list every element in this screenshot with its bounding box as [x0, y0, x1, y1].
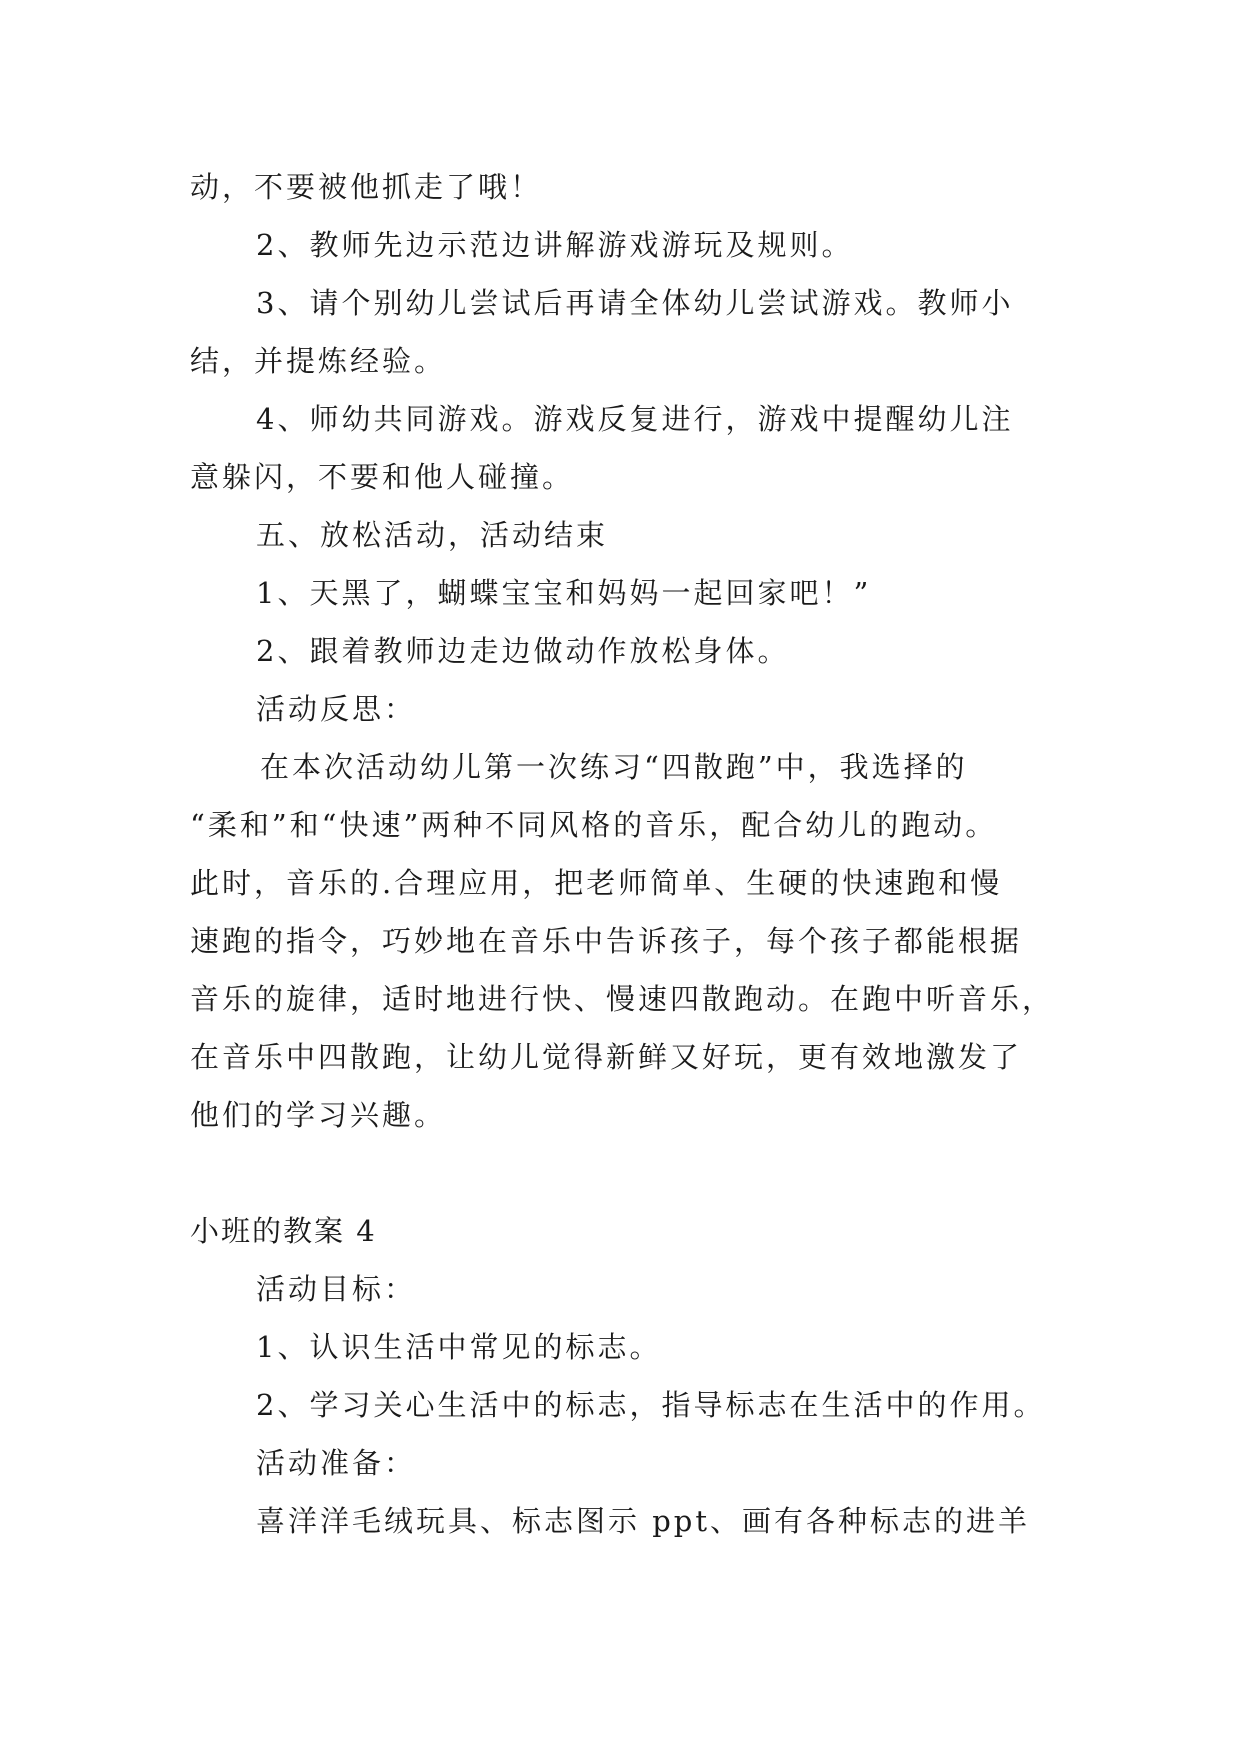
paragraph-line: 活动反思：	[256, 692, 417, 726]
paragraph-line: 意躲闪，不要和他人碰撞。	[190, 460, 575, 494]
paragraph-line: 他们的学习兴趣。	[190, 1098, 447, 1132]
document-body	[190, 158, 1070, 1550]
paragraph-line: 结，并提炼经验。	[190, 344, 447, 378]
section-title: 小班的教案 4	[190, 1214, 377, 1248]
paragraph-line: 在音乐中四散跑，让幼儿觉得新鲜又好玩，更有效地激发了	[190, 1040, 1023, 1074]
paragraph-line: 动，不要被他抓走了哦！	[190, 170, 543, 204]
paragraph-line: 音乐的旋律，适时地进行快、慢速四散跑动。在跑中听音乐，	[190, 982, 1055, 1016]
paragraph-line: 活动准备：	[256, 1446, 417, 1480]
paragraph-line: 3、请个别幼儿尝试后再请全体幼儿尝试游戏。教师小	[256, 286, 1014, 320]
paragraph-line: 速跑的指令，巧妙地在音乐中告诉孩子，每个孩子都能根据	[190, 924, 1023, 958]
paragraph-line: 2、跟着教师边走边做动作放松身体。	[256, 634, 790, 668]
paragraph-line: 此时，音乐的.合理应用，把老师简单、生硬的快速跑和慢	[190, 866, 1003, 900]
paragraph-line: 2、教师先边示范边讲解游戏游玩及规则。	[256, 228, 854, 262]
paragraph-line: 喜洋洋毛绒玩具、标志图示 ppt、画有各种标志的进羊	[256, 1504, 1031, 1538]
section-spacer	[190, 1144, 1070, 1202]
paragraph-line: 五、放松活动，活动结束	[256, 518, 609, 552]
paragraph-line: 4、师幼共同游戏。游戏反复进行，游戏中提醒幼儿注	[256, 402, 1014, 436]
paragraph-line: “柔和”和“快速”两种不同风格的音乐，配合幼儿的跑动。	[190, 808, 998, 842]
paragraph-line: 1、天黑了，蝴蝶宝宝和妈妈一起回家吧！”	[256, 576, 872, 610]
paragraph-line: 2、学习关心生活中的标志，指导标志在生活中的作用。	[256, 1388, 1046, 1422]
paragraph-line: 在本次活动幼儿第一次练习“四散跑”中，我选择的	[260, 750, 968, 784]
paragraph-line: 活动目标：	[256, 1272, 417, 1306]
paragraph-line: 1、认识生活中常见的标志。	[256, 1330, 662, 1364]
